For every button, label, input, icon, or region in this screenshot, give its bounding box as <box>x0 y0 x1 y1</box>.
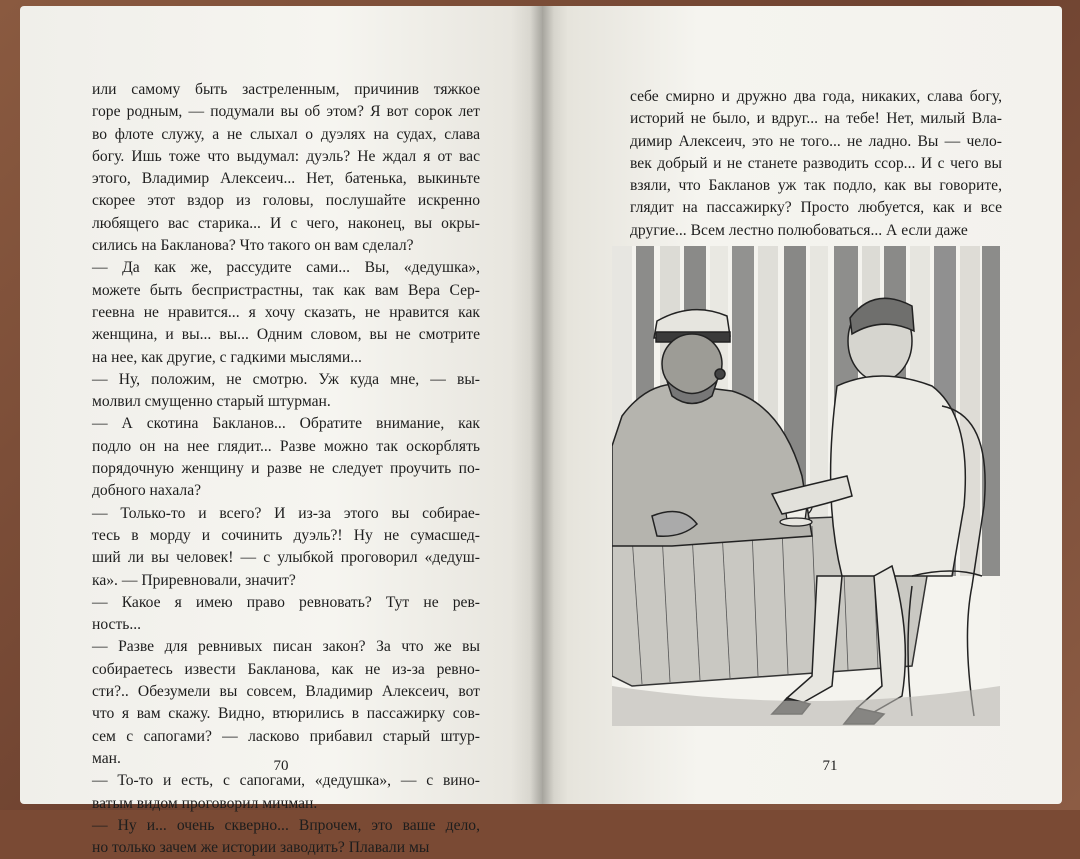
left-text-line: собираетесь извести Бакланова, как не из-за ревно- <box>92 660 480 678</box>
left-text-line: женщина, и вы... вы... Одним словом, вы не смотрите <box>92 326 480 344</box>
right-text-line: димир Алексеич, это не того... не ладно. Вы — чело- <box>630 132 1002 150</box>
left-text-line: можете быть беспристрастны, так как вам Вера Сер- <box>92 281 480 299</box>
right-text-line: другие... Всем лестно полюбоваться... А если даже <box>630 221 968 239</box>
left-text-line: — Только-то и всего? И из-за этого вы собирае- <box>92 504 480 522</box>
left-page-text <box>92 79 480 859</box>
left-text-line: — То-то и есть, с сапогами, «дедушка», — с вино- <box>92 772 480 790</box>
left-text-line: ший ли вы человек! — с улыбкой проговорил «дедуш- <box>92 549 480 567</box>
left-text-line: богу. Ишь тоже что выдумал: дуэль? Не ждал я от вас <box>92 147 480 165</box>
right-text-line: себе смирно и дружно два года, никаких, слава богу, <box>630 88 1002 105</box>
left-text-line: ватым видом проговорил мичман. <box>92 794 318 812</box>
left-text-line: — Да как же, рассудите сами... Вы, «дедушка», <box>92 259 480 277</box>
open-book <box>14 6 1064 857</box>
illustration-two-sailors <box>612 246 1000 726</box>
left-text-line: сти?.. Обезумели вы совсем, Владимир Алексеич, вот <box>92 683 480 701</box>
right-page <box>542 6 1062 804</box>
left-text-line: — Разве для ревнивых писан закон? За что же вы <box>92 638 480 656</box>
left-text-line: геевна не нравится... я хочу сказать, не нравится как <box>92 303 480 321</box>
left-text-line: любящего вас старика... И с чего, наконец, вы окры- <box>92 214 480 232</box>
page-number-right: 71 <box>822 758 838 774</box>
left-text-line: или самому быть застреленным, причинив тяжкое <box>92 81 480 98</box>
left-text-line: подло он на нее глядит... Разве можно так оскорблять <box>92 437 480 455</box>
left-text-line: ка». — Приревновали, значит? <box>92 571 296 589</box>
right-page-text <box>630 86 1002 242</box>
left-text-line: сем с сапогами? — ласково прибавил старый штур- <box>92 727 480 745</box>
left-text-line: во флоте служу, а не слыхал о дуэлях на судах, слава <box>92 125 480 143</box>
left-text-line: порядочную женщину и разве не следует проучить по- <box>92 460 480 478</box>
left-text-line: ность... <box>92 616 142 634</box>
page-number-left: 70 <box>273 758 289 774</box>
left-text-line: горе родным, — подумали вы об этом? Я вот сорок лет <box>92 103 480 121</box>
left-text-line: на нее, как другие, с гадкими мыслями... <box>92 348 362 366</box>
right-text-line: век добрый и не станете разводить ссор... И с чего вы <box>630 154 1002 172</box>
left-page <box>20 6 542 857</box>
left-text-line: что я вам скажу. Видно, втюрились в пассажирку сов- <box>92 705 480 723</box>
left-text-line: тесь в морду и сочинить дуэль?! Ну не сумасшед- <box>92 526 480 544</box>
left-text-line: добного нахала? <box>92 482 202 500</box>
left-text-line: но только зачем же истории заводить? Плавали мы <box>92 839 430 857</box>
left-text-line: — Ну и... очень скверно... Впрочем, это ваше дело, <box>92 816 480 834</box>
left-text-line: — Ну, положим, не смотрю. Уж куда мне, — вы- <box>92 370 480 388</box>
left-text-line: — Какое я имею право ревновать? Тут не рев- <box>92 593 480 611</box>
left-text-line: молвил смущенно старый штурман. <box>92 393 331 411</box>
left-text-line: ман. <box>92 749 121 767</box>
right-text-line: глядит на пассажирку? Просто любуется, как и все <box>630 199 1002 217</box>
left-text-line: — А скотина Бакланов... Обратите внимание, как <box>92 415 480 433</box>
right-text-line: взяли, что Бакланов уж так подло, как вы говорите, <box>630 177 1002 195</box>
left-text-line: скорее этот вздор из головы, послушайте искренно <box>92 192 480 210</box>
left-text-line: этого, Владимир Алексеич... Нет, батенька, выкиньте <box>92 170 480 188</box>
left-text-line: сились на Бакланова? Что такого он вам сделал? <box>92 237 414 255</box>
right-text-line: историй не было, и вдруг... на тебе! Нет, милый Вла- <box>630 110 1002 128</box>
